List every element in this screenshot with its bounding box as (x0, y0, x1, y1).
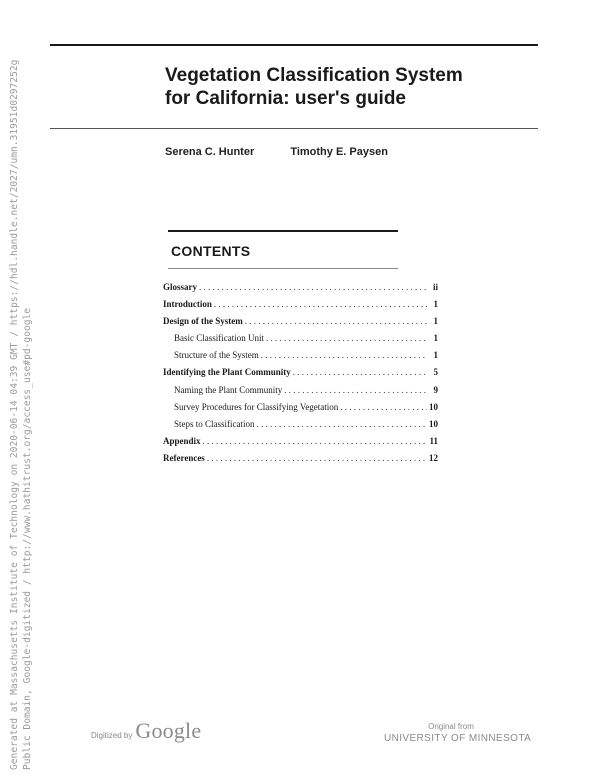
toc-entry-label: Introduction (163, 299, 212, 310)
toc-entry-page: 12 (429, 452, 438, 463)
toc-entry-label: Basic Classification Unit (174, 333, 264, 344)
toc-entry-page: 1 (433, 299, 438, 310)
toc-leader-dots (293, 367, 427, 377)
digitized-by-google (91, 718, 201, 744)
toc-leader-dots (203, 436, 427, 446)
google-logo: Google (135, 718, 202, 743)
toc-entry-page: 10 (429, 418, 438, 429)
contents-rule-bottom (168, 268, 398, 269)
toc-leader-dots (284, 385, 427, 395)
toc-entry (163, 316, 438, 333)
title-rule (50, 128, 538, 129)
toc-entry-label: Survey Procedures for Classifying Vegetation (174, 401, 339, 412)
toc-entry-page: 1 (433, 316, 438, 327)
toc-entry-page: 5 (433, 367, 438, 378)
toc-entry-label: Glossary (163, 282, 198, 292)
toc-entry (163, 350, 438, 367)
watermark-line-1: Generated at Massachusetts Institute of Technology on 2020-06-14 04:39 GMT / https://hdl.handle.net/2027/umn.31951d0297252g (9, 59, 20, 770)
toc-entry-page: ii (432, 282, 438, 292)
toc-entry-label: References (163, 452, 205, 463)
contents-rule-top (168, 230, 398, 232)
author-1: Serena C. Hunter (165, 146, 255, 158)
toc-entry (163, 367, 438, 384)
title-line-2: for California: user's guide (165, 88, 406, 109)
document-title (165, 64, 463, 110)
toc-entry (163, 385, 438, 402)
toc-leader-dots (261, 350, 427, 360)
toc-entry (163, 453, 438, 470)
toc-entry-label: Structure of the System (174, 350, 259, 361)
toc-leader-dots (199, 282, 427, 292)
toc-entry-label: Identifying the Plant Community (163, 367, 291, 378)
toc-entry (163, 282, 438, 299)
toc-leader-dots (257, 419, 428, 429)
toc-leader-dots (245, 316, 427, 326)
toc-entry-page: 10 (429, 401, 438, 412)
title-line-1: Vegetation Classification System (165, 65, 463, 86)
original-from (384, 722, 532, 745)
original-source: UNIVERSITY OF MINNESOTA (384, 733, 532, 744)
toc-entry-label: Design of the System (163, 316, 243, 327)
toc-entry-page: 1 (433, 350, 438, 361)
toc-entry (163, 299, 438, 316)
original-label: Original from (428, 722, 474, 731)
toc-entry-page: 11 (429, 435, 438, 446)
author-2: Timothy E. Paysen (290, 146, 388, 158)
toc-entry (163, 333, 438, 350)
toc-entry-label: Appendix (163, 435, 201, 446)
hathitrust-watermark (8, 60, 34, 770)
toc-leader-dots (214, 299, 427, 309)
toc-entry-label: Naming the Plant Community (174, 384, 283, 395)
digitized-label: Digitized by (91, 731, 133, 740)
watermark-line-2: Public Domain, Google-digitized / http://www.hathitrust.org/access_use#pd-google (22, 307, 33, 770)
toc-entry-page: 9 (433, 384, 438, 395)
toc-entry-label: Steps to Classification (174, 418, 255, 429)
authors (165, 146, 388, 158)
toc-entry (163, 419, 438, 436)
top-rule (50, 44, 538, 46)
table-of-contents (163, 282, 438, 470)
toc-entry-page: 1 (433, 333, 438, 344)
toc-leader-dots (340, 402, 427, 412)
toc-leader-dots (207, 453, 427, 463)
toc-entry (163, 402, 438, 419)
toc-leader-dots (266, 333, 427, 343)
contents-heading: CONTENTS (171, 243, 251, 259)
toc-entry (163, 436, 438, 453)
